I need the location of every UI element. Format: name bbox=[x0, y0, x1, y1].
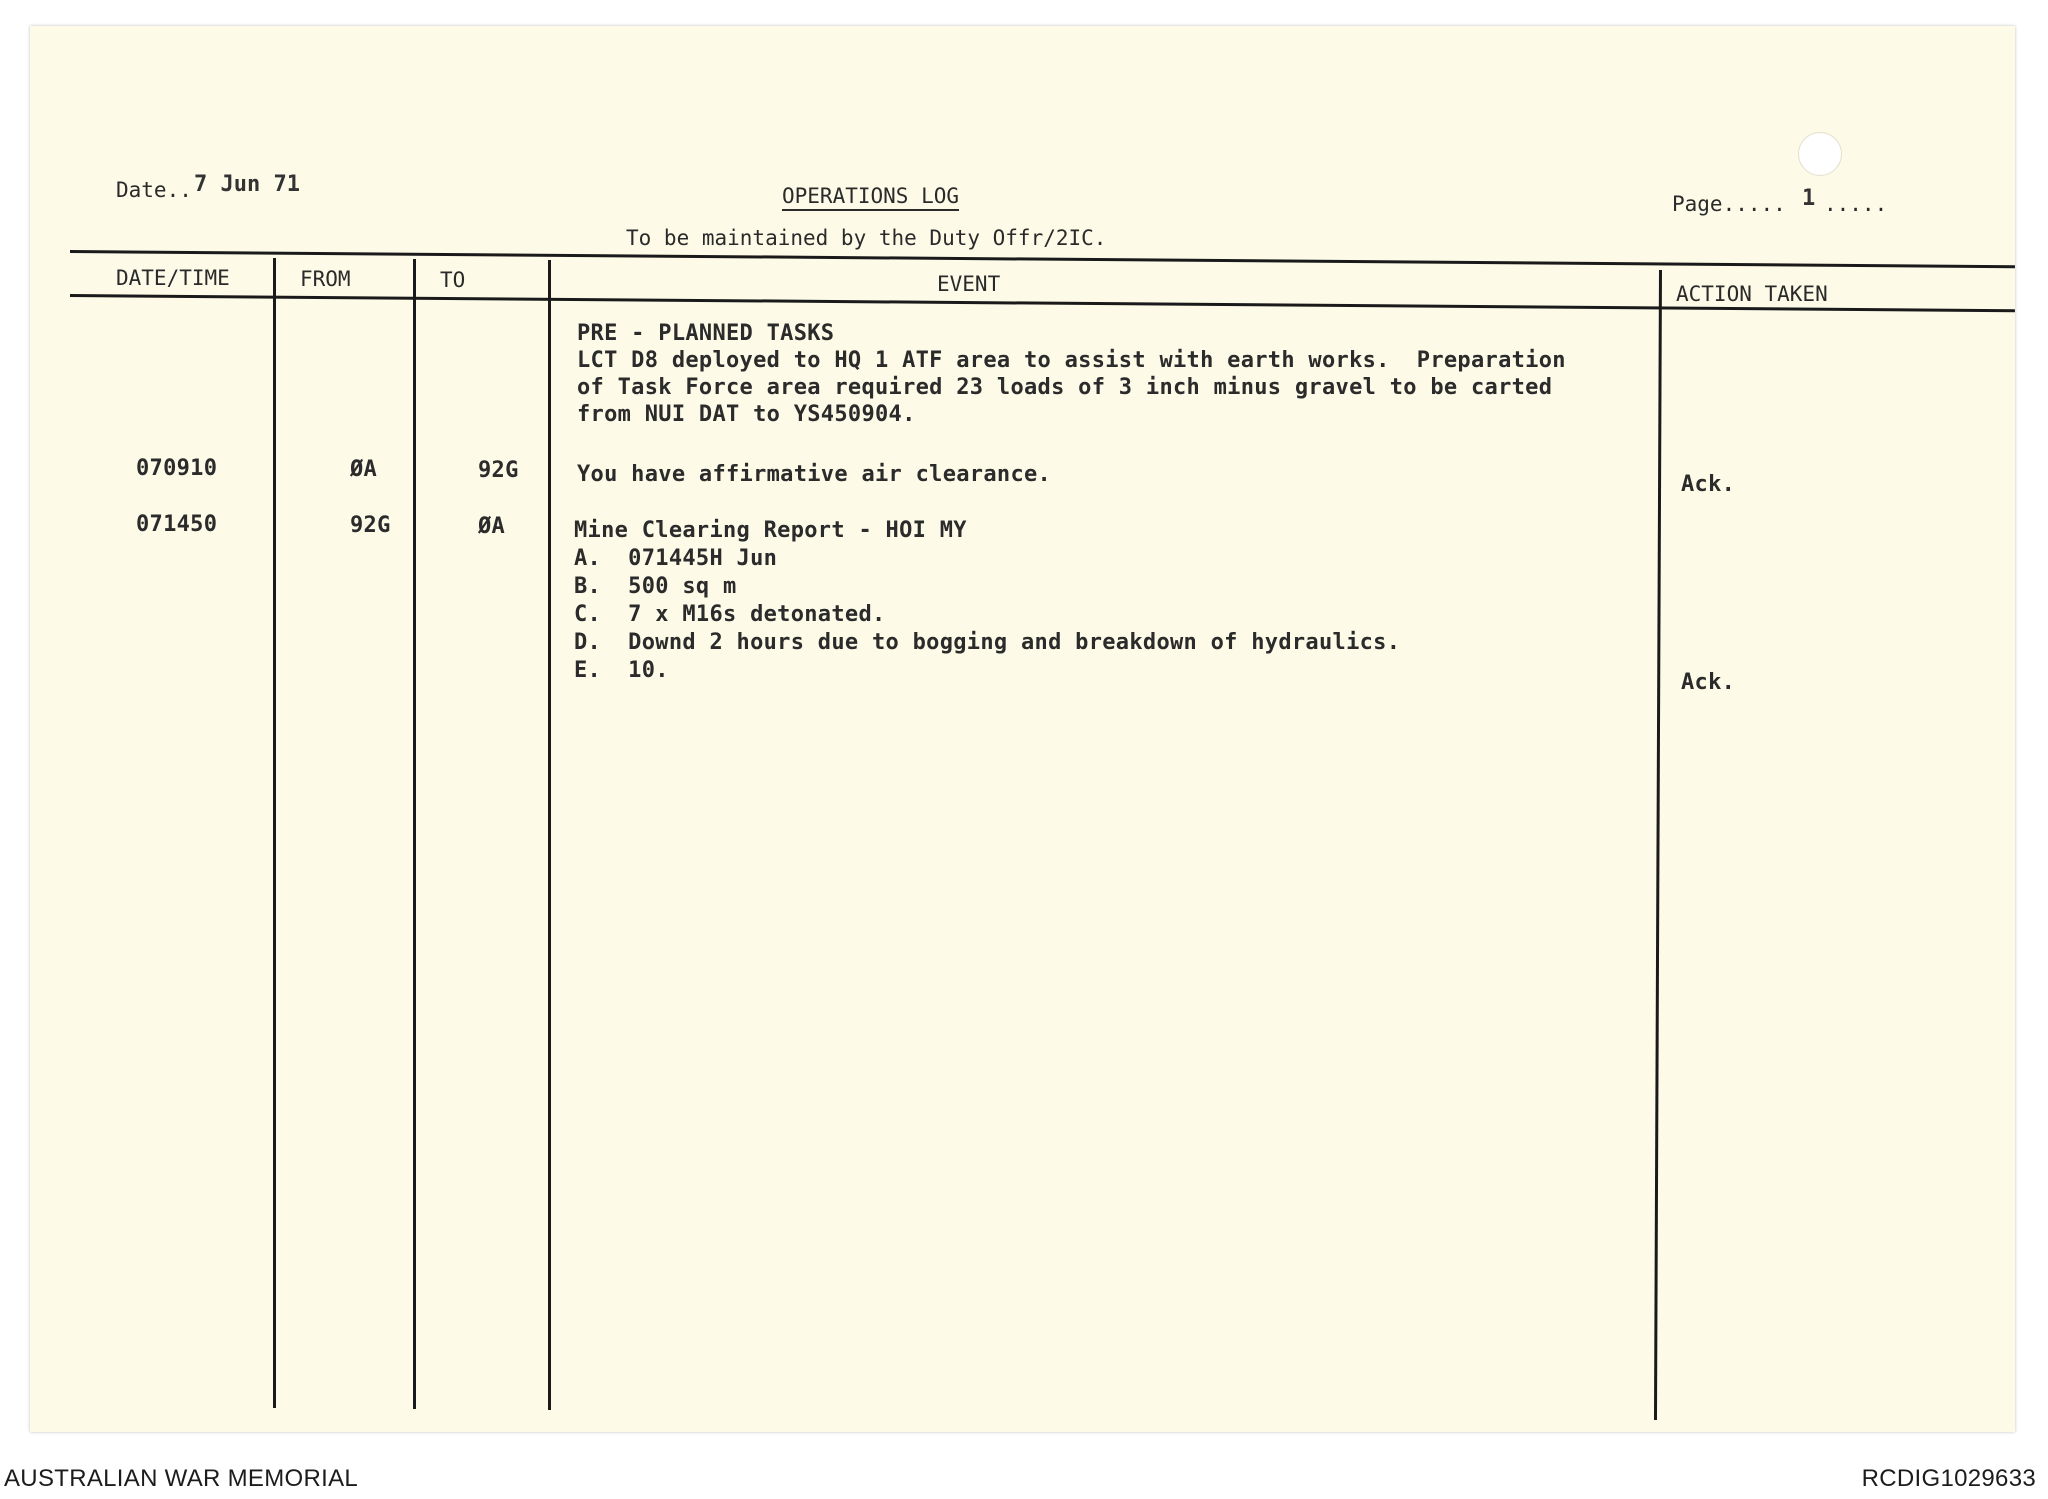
pre-planned-line: of Task Force area required 23 loads of 3 inch minus gravel to be carted bbox=[577, 375, 1553, 400]
column-divider-4 bbox=[1654, 270, 1662, 1420]
table-top-rule bbox=[70, 250, 2015, 268]
entry-event-line: A. 071445H Jun bbox=[574, 546, 778, 571]
column-header-action-taken: ACTION TAKEN bbox=[1676, 282, 1828, 306]
column-header-from: FROM bbox=[300, 267, 351, 291]
page-subtitle: To be maintained by the Duty Offr/2IC. bbox=[626, 226, 1107, 250]
entry-date-time: 071450 bbox=[136, 512, 218, 537]
entry-from: ØA bbox=[350, 457, 378, 482]
column-divider-2 bbox=[413, 259, 416, 1409]
column-divider-1 bbox=[273, 258, 276, 1408]
page-title: OPERATIONS LOG bbox=[782, 184, 960, 208]
entry-action: Ack. bbox=[1681, 472, 1736, 497]
date-label: Date.. bbox=[116, 178, 192, 202]
column-divider-3 bbox=[548, 260, 551, 1410]
page-label-trail: ..... bbox=[1824, 192, 1888, 216]
entry-event-line: C. 7 x M16s detonated. bbox=[574, 602, 886, 627]
date-value: 7 Jun 71 bbox=[194, 172, 300, 197]
entry-event-line: E. 10. bbox=[574, 658, 669, 683]
entry-event-line: D. Downd 2 hours due to bogging and breakdown of hydraulics. bbox=[574, 630, 1401, 655]
entry-action: Ack. bbox=[1681, 670, 1736, 695]
column-header-to: TO bbox=[440, 268, 466, 292]
punch-hole bbox=[1798, 132, 1842, 176]
entry-date-time: 070910 bbox=[136, 456, 218, 481]
column-header-event: EVENT bbox=[937, 272, 1001, 296]
entry-to: 92G bbox=[478, 458, 519, 483]
column-header-date-time: DATE/TIME bbox=[116, 266, 230, 290]
pre-planned-line: LCT D8 deployed to HQ 1 ATF area to assist with earth works. Preparation bbox=[577, 348, 1566, 373]
pre-planned-heading: PRE - PLANNED TASKS bbox=[577, 321, 835, 346]
entry-to: ØA bbox=[478, 514, 506, 539]
log-sheet bbox=[30, 26, 2015, 1432]
entry-event-line: Mine Clearing Report - HOI MY bbox=[574, 518, 967, 543]
page-number: 1 bbox=[1802, 186, 1816, 211]
page-label: Page..... bbox=[1672, 192, 1786, 216]
pre-planned-line: from NUI DAT to YS450904. bbox=[577, 402, 916, 427]
archive-credit: AUSTRALIAN WAR MEMORIAL bbox=[4, 1465, 359, 1492]
entry-event-line: B. 500 sq m bbox=[574, 574, 737, 599]
entry-event-line: You have affirmative air clearance. bbox=[577, 462, 1052, 487]
archive-reference: RCDIG1029633 bbox=[1861, 1465, 2036, 1492]
entry-from: 92G bbox=[350, 513, 391, 538]
